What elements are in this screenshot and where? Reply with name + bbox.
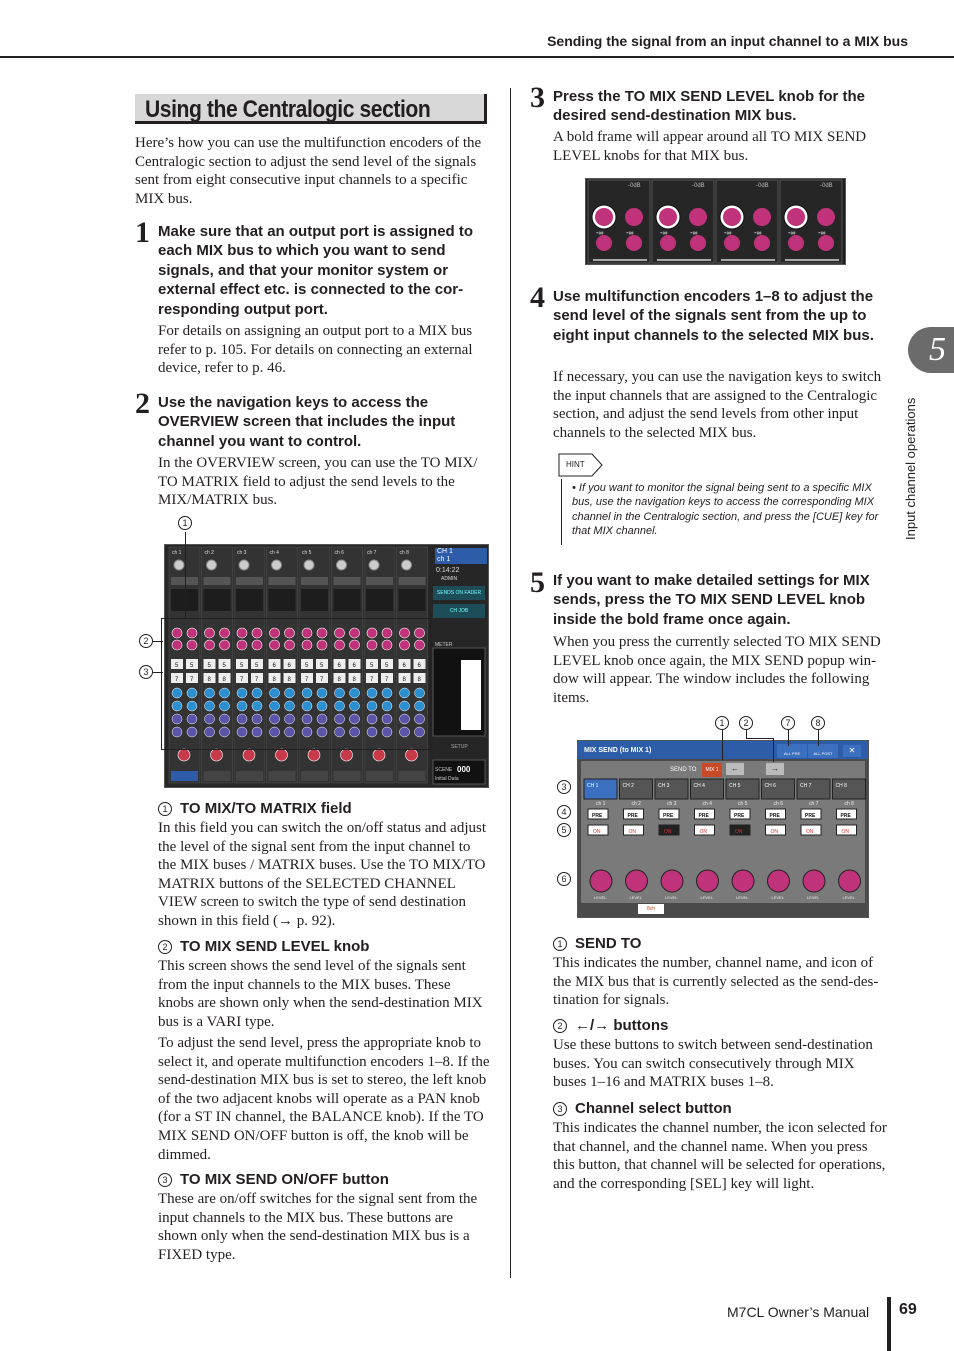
channel-footer — [366, 771, 393, 781]
eq-block — [399, 577, 426, 585]
item-title: Channel select button — [575, 1100, 732, 1117]
callout-2: 2 — [739, 716, 753, 730]
on-label: ON — [593, 829, 601, 835]
step-number: 3 — [530, 81, 545, 114]
channel-select-button — [584, 779, 617, 799]
knob-screenshot — [585, 178, 846, 265]
step-body: When you press the currently selected TO MIX SEND LEVEL knob once again, the MIX SEND popup win-dow will appear. The window includes the following items. — [553, 634, 881, 706]
channel-name-label: ch 6 — [334, 550, 344, 556]
dynamics-block — [366, 589, 393, 611]
dynamics-block — [236, 589, 263, 611]
item-body: This indicates the channel number, the icon selected for that channel, and the channel name. When you press this button, that channel will be selected for operations, and the corresponding [SEL] key will light. — [553, 1120, 887, 1192]
eq-block — [236, 577, 263, 585]
channel-name: ch 6 — [773, 801, 783, 807]
fader-level-knob — [243, 749, 255, 761]
popup-title: MIX SEND (to MIX 1) — [584, 747, 652, 754]
channel-footer — [399, 771, 426, 781]
send-number: 5 — [222, 663, 226, 669]
channel-name-label: ch 8 — [399, 550, 409, 556]
item-heading — [158, 800, 352, 817]
send-number: 6 — [287, 663, 291, 669]
level-label: LEVEL — [629, 895, 642, 900]
send-level-knob — [803, 870, 825, 892]
channel-name: ch 2 — [631, 801, 641, 807]
section-title-box — [135, 94, 487, 124]
on-label: ON — [664, 829, 672, 835]
meter-bar — [461, 660, 481, 730]
mix-send-graphic — [578, 741, 868, 917]
eq-block — [366, 577, 393, 585]
send-number: 5 — [385, 663, 389, 669]
sends-on-fader-button[interactable]: SENDS ON FADER — [433, 586, 485, 600]
pre-label: PRE — [734, 813, 745, 819]
step-body: A bold frame will appear around all TO MIX SEND LEVEL knobs for that MIX bus. — [553, 129, 867, 164]
step-heading: Use multifunction encoders 1–8 to adjust the send level of the signals sent from the up to eight input channels to the selected MIX bus. — [553, 288, 874, 344]
pre-label: PRE — [627, 813, 638, 819]
mix-send-screenshot — [577, 740, 869, 918]
send-level-knob — [787, 208, 805, 226]
user-label: ADMIN — [441, 576, 458, 582]
callout-leader — [153, 672, 163, 673]
callout-1: 1 — [178, 516, 192, 530]
channel-name-label: ch 1 — [172, 550, 182, 556]
inf-label: -∞ — [626, 230, 634, 237]
send-number: 7 — [305, 677, 309, 683]
knob-graphic — [586, 179, 845, 264]
inf-label: -∞ — [660, 230, 668, 237]
meter-label: METER — [435, 642, 453, 648]
on-label: ON — [699, 829, 707, 835]
scene-label: SCENE — [435, 767, 453, 773]
channel-footer — [301, 771, 328, 781]
footer-manual-title: M7CL Owner’s Manual — [727, 1304, 870, 1320]
item-number: 3 — [158, 1173, 172, 1187]
inf-label: -∞ — [690, 230, 698, 237]
dynamics-block — [301, 589, 328, 611]
pre-label: PRE — [592, 813, 603, 819]
channel-name-label: ch 4 — [269, 550, 279, 556]
callout-leader — [746, 730, 747, 738]
item-body: To adjust the send level, press the appropriate knob to select it, and operate multifunction encoders 1–8. If the send-destination MIX bus is set to stereo, the left knob of the two adjacent knobs will operate as a PAN knob (for a ST IN channel, the BALANCE knob). If the TO MIX SEND ON/OFF button is off, the knob will be dimmed. — [158, 1035, 490, 1163]
channel-select-button — [833, 779, 866, 799]
callout-leader — [773, 738, 774, 762]
send-number: 6 — [272, 663, 276, 669]
knob-footer — [593, 259, 647, 261]
column-divider — [510, 88, 511, 1278]
channel-select-button — [655, 779, 688, 799]
callout-5: 5 — [557, 823, 571, 837]
send-level-knob — [590, 870, 612, 892]
item-body: These are on/off switches for the signal sent from the input channels to the MIX bus. These buttons are shown only when the send-destination MIX bus is a FIXED type. — [158, 1191, 478, 1263]
send-number: 7 — [190, 677, 194, 683]
send-number: 7 — [320, 677, 324, 683]
item-heading — [553, 1100, 732, 1117]
inf-label: -∞ — [596, 230, 604, 237]
level-label: LEVEL — [700, 895, 713, 900]
channel-button-label: CH 6 — [764, 783, 776, 789]
section-title: Using the Centralogic section — [145, 96, 431, 123]
step-body: If necessary, you can use the navigation keys to switch the input channels that are assigned to the Centralogic section, and adjust the send levels from other input channels to the selected MIX bus. — [553, 369, 882, 441]
on-label: ON — [735, 829, 743, 835]
send-number: 5 — [175, 663, 179, 669]
setup-button[interactable]: SETUP — [451, 744, 468, 750]
channel-top-label: CH 1 — [437, 548, 453, 555]
callout-1: 1 — [715, 716, 729, 730]
send-level-knob — [732, 870, 754, 892]
item-heading — [553, 1017, 668, 1034]
send-number: 5 — [207, 663, 211, 669]
callout-leader — [818, 730, 819, 746]
send-number: 8 — [272, 677, 276, 683]
channel-name-label: ch 2 — [204, 550, 214, 556]
step-heading: Use the navigation keys to access the OVERVIEW screen that includes the input channel you want to control. — [158, 394, 456, 450]
chapter-number: 5 — [929, 331, 946, 368]
level-label: LEVEL — [842, 895, 855, 900]
hint-text: • If you want to monitor the signal being sent to a specific MIX bus, use the navigation keys to access the corresponding MIX channel in the Centralogic section, and press the [CUE] key for that MIX channel. — [572, 482, 879, 537]
send-number: 5 — [255, 663, 259, 669]
callout-leader — [788, 730, 789, 746]
on-label: ON — [841, 829, 849, 835]
send-level-knob — [817, 208, 835, 226]
footer-bar — [887, 1297, 891, 1351]
hint-rule — [561, 479, 562, 545]
inf-label: -∞ — [754, 230, 762, 237]
gain-knob — [337, 560, 347, 570]
send-level-knob — [754, 235, 770, 251]
send-level-knob — [689, 208, 707, 226]
item-title: TO MIX/TO MATRIX field — [180, 800, 352, 817]
item-body: In this field you can switch the on/off status and adjust the level of the signal sent from the input channel to the MIX buses / MATRIX buses. Use the TO MIX/TO MATRIX buttons of the SELECTED CHANNEL VIEW screen to switch the type of send destination shown in this field (→ p. 92). — [158, 820, 487, 929]
inf-label: -∞ — [818, 230, 826, 237]
send-level-knob — [690, 235, 706, 251]
header-rule — [0, 56, 954, 58]
channel-button-label: CH 7 — [800, 783, 812, 789]
eq-block — [269, 577, 296, 585]
item-number: 2 — [553, 1019, 567, 1033]
send-number: 8 — [287, 677, 291, 683]
hint-box — [558, 453, 888, 545]
item-title: ←/→ buttons — [575, 1017, 669, 1034]
channel-footer — [204, 771, 231, 781]
level-label: LEVEL — [665, 895, 678, 900]
send-to-destination: MIX 1 — [702, 763, 722, 777]
ch-job-button[interactable]: CH JOB — [433, 604, 485, 618]
send-level-knob — [818, 235, 834, 251]
send-number: 6 — [402, 663, 406, 669]
send-number: 8 — [402, 677, 406, 683]
send-number: 5 — [305, 663, 309, 669]
send-level-knob — [723, 208, 741, 226]
send-to-label: SEND TO — [670, 767, 697, 773]
on-label: ON — [770, 829, 778, 835]
send-number: 8 — [207, 677, 211, 683]
channel-select-button — [691, 779, 724, 799]
level-label: LEVEL — [807, 895, 820, 900]
fader-level-knob — [211, 749, 223, 761]
pre-label: PRE — [769, 813, 780, 819]
send-number: 7 — [240, 677, 244, 683]
item-number: 3 — [553, 1102, 567, 1116]
item-title: SEND TO — [575, 935, 642, 952]
send-number: 5 — [240, 663, 244, 669]
send-level-knob — [724, 235, 740, 251]
channel-name: ch 1 — [596, 801, 606, 807]
send-level-knob — [788, 235, 804, 251]
gain-knob — [369, 560, 379, 570]
scene-name: Initial Data — [435, 776, 459, 782]
item-number: 1 — [553, 937, 567, 951]
send-level-knob — [768, 870, 790, 892]
level-label: LEVEL — [594, 895, 607, 900]
knob-footer — [657, 259, 711, 261]
send-level-knob — [659, 208, 677, 226]
channel-select-button — [620, 779, 653, 799]
send-number: 7 — [255, 677, 259, 683]
running-header: Sending the signal from an input channel to a MIX bus — [547, 33, 908, 49]
knob-footer — [721, 259, 775, 261]
db-label: -0dB — [820, 183, 833, 189]
send-number: 6 — [417, 663, 421, 669]
channel-footer — [171, 771, 198, 781]
channel-select-button — [726, 779, 759, 799]
gain-knob — [272, 560, 282, 570]
channel-name-label: ch 3 — [237, 550, 247, 556]
eq-block — [204, 577, 231, 585]
channel-name: ch 8 — [844, 801, 854, 807]
gain-knob — [239, 560, 249, 570]
send-level-knob — [660, 235, 676, 251]
channel-footer — [236, 771, 263, 781]
step-number: 5 — [530, 566, 545, 599]
dynamics-block — [204, 589, 231, 611]
callout-8: 8 — [811, 716, 825, 730]
scene-number: 000 — [457, 765, 471, 774]
step-body: In the OVERVIEW screen, you can use the TO MIX/ TO MATRIX field to adjust the send levels to the MIX/MATRIX bus. — [158, 455, 478, 509]
item-body: Use these buttons to switch between send-destination buses. You can switch consecutively through MIX buses 1–16 and MATRIX buses 1–8. — [553, 1037, 873, 1091]
item-heading — [158, 938, 369, 955]
page-number: 69 — [899, 1301, 917, 1318]
inf-label: -∞ — [724, 230, 732, 237]
channel-button-label: CH 2 — [622, 783, 634, 789]
clock-display: 0:14:22 — [436, 567, 460, 574]
callout-leader — [185, 532, 186, 619]
pre-label: PRE — [663, 813, 674, 819]
channel-name-label: ch 5 — [302, 550, 312, 556]
send-number: 5 — [370, 663, 374, 669]
intro-paragraph: Here’s how you can use the multifunction encoders of the Centralogic section to adjust the send level of the signals sent from eight consecutive input channels to a specific MIX bus. — [135, 135, 482, 207]
close-button[interactable]: ✕ — [843, 745, 861, 757]
channel-id-box — [435, 548, 487, 564]
channel-select-button — [762, 779, 795, 799]
step-heading: If you want to make detailed settings for MIX sends, press the TO MIX SEND LEVEL knob inside the bold frame once again. — [553, 572, 870, 628]
all-post-button[interactable]: ALL POST — [808, 744, 838, 758]
step-heading: Make sure that an output port is assigned to each MIX bus to which you want to send signals, and that your monitor system or external effect etc. is connected to the cor-responding output port. — [158, 223, 474, 318]
send-level-knob — [596, 235, 612, 251]
send-number: 7 — [385, 677, 389, 683]
level-label: LEVEL — [771, 895, 784, 900]
channel-name: ch 3 — [667, 801, 677, 807]
send-level-knob — [753, 208, 771, 226]
send-number: 6 — [337, 663, 341, 669]
db-label: -0dB — [628, 183, 641, 189]
hint-tag: HINT — [566, 460, 585, 469]
chapter-label: Input channel operations — [903, 397, 918, 540]
step-number: 4 — [530, 281, 545, 314]
pre-label: PRE — [840, 813, 851, 819]
all-pre-button[interactable]: ALL PRE — [777, 744, 807, 758]
channel-name-label: ch 1 — [437, 556, 451, 563]
channel-button-label: CH 1 — [587, 783, 599, 789]
callout-6: 6 — [557, 872, 571, 886]
pre-label: PRE — [698, 813, 709, 819]
prev-bus-button[interactable]: ← — [726, 763, 744, 775]
channel-button-label: CH 5 — [729, 783, 741, 789]
send-number: 8 — [352, 677, 356, 683]
item-number: 1 — [158, 802, 172, 816]
callout-3: 3 — [557, 780, 571, 794]
bank-select-button[interactable]: 8ch — [638, 904, 664, 914]
level-label: LEVEL — [736, 895, 749, 900]
gain-knob — [207, 560, 217, 570]
callout-leader — [746, 738, 774, 739]
item-heading — [553, 935, 641, 952]
send-number: 7 — [175, 677, 179, 683]
channel-name: ch 7 — [809, 801, 819, 807]
item-heading — [158, 1171, 389, 1188]
send-number: 6 — [352, 663, 356, 669]
db-label: -0dB — [756, 183, 769, 189]
dynamics-block — [334, 589, 361, 611]
fader-level-knob — [373, 749, 385, 761]
channel-name: ch 5 — [738, 801, 748, 807]
send-level-knob — [697, 870, 719, 892]
callout-frame — [161, 618, 431, 750]
channel-select-button — [797, 779, 830, 799]
next-bus-button[interactable]: → — [766, 763, 784, 775]
db-label: -0dB — [692, 183, 705, 189]
item-body: This indicates the number, channel name, and icon of the MIX bus that is currently selected as the send-des-tination for signals. — [553, 955, 879, 1009]
gain-knob — [174, 560, 184, 570]
dynamics-block — [399, 589, 426, 611]
gain-knob — [304, 560, 314, 570]
step-number: 2 — [135, 387, 150, 420]
channel-footer — [334, 771, 361, 781]
item-title: TO MIX SEND LEVEL knob — [180, 938, 370, 955]
pre-label: PRE — [805, 813, 816, 819]
fader-level-knob — [406, 749, 418, 761]
send-level-knob — [661, 870, 683, 892]
on-label: ON — [806, 829, 814, 835]
fader-level-knob — [178, 749, 190, 761]
item-body: This screen shows the send level of the signals sent from the input channels to the MIX buses. These knobs are shown only when the send-destination MIX bus is a VARI type. — [158, 958, 483, 1030]
channel-name-label: ch 7 — [367, 550, 377, 556]
send-number: 5 — [320, 663, 324, 669]
channel-button-label: CH 4 — [693, 783, 705, 789]
item-number: 2 — [158, 940, 172, 954]
fader-level-knob — [308, 749, 320, 761]
send-number: 8 — [417, 677, 421, 683]
channel-name: ch 4 — [702, 801, 712, 807]
channel-button-label: CH 3 — [658, 783, 670, 789]
callout-7: 7 — [781, 716, 795, 730]
fader-level-knob — [341, 749, 353, 761]
knob-footer — [785, 259, 839, 261]
send-number: 8 — [337, 677, 341, 683]
send-level-knob — [839, 870, 861, 892]
eq-block — [301, 577, 328, 585]
callout-4: 4 — [557, 805, 571, 819]
send-level-knob — [625, 208, 643, 226]
channel-footer — [269, 771, 296, 781]
step-heading: Press the TO MIX SEND LEVEL knob for the desired send-destination MIX bus. — [553, 88, 866, 125]
eq-block — [334, 577, 361, 585]
inf-label: -∞ — [788, 230, 796, 237]
channel-button-label: CH 8 — [835, 783, 847, 789]
fader-level-knob — [276, 749, 288, 761]
step-body: For details on assigning an output port to a MIX bus refer to p. 105. For details on connecting an external device, refer to p. 46. — [158, 323, 473, 377]
send-number: 7 — [370, 677, 374, 683]
gain-knob — [402, 560, 412, 570]
send-level-knob — [595, 208, 613, 226]
send-number: 8 — [222, 677, 226, 683]
callout-leader — [722, 730, 723, 760]
dynamics-block — [269, 589, 296, 611]
item-title: TO MIX SEND ON/OFF button — [180, 1171, 389, 1188]
callout-2: 2 — [139, 634, 153, 648]
callout-3: 3 — [139, 665, 153, 679]
send-level-knob — [626, 870, 648, 892]
send-number: 5 — [190, 663, 194, 669]
callout-leader — [153, 641, 163, 642]
step-number: 1 — [135, 216, 150, 249]
send-level-knob — [626, 235, 642, 251]
on-label: ON — [628, 829, 636, 835]
